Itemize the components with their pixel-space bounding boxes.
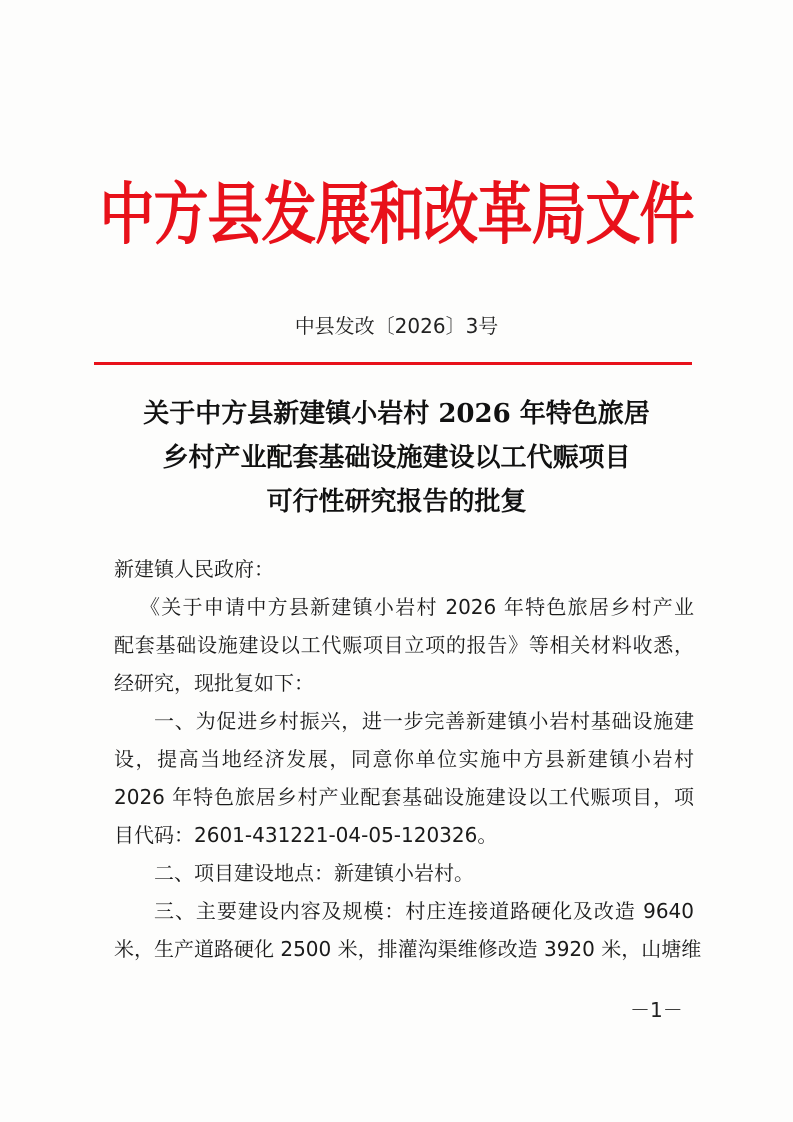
paragraph-3	[114, 854, 694, 892]
issuer-header-title: 中方县发展和改革局文件	[99, 173, 694, 254]
document-number: 中县发改〔2026〕3号	[294, 314, 499, 338]
subject-line-2: 乡村产业配套基础设施建设以工代赈项目	[162, 443, 631, 473]
paragraph-4-line-2: 米，生产道路硬化 2500 米，排灌沟渠维修改造 3920 米，山塘维	[114, 937, 702, 961]
addressee	[114, 550, 694, 588]
paragraph-2-line-2: 设，提高当地经济发展，同意你单位实施中方县新建镇小岩村	[114, 747, 694, 771]
paragraph-4	[114, 892, 702, 968]
paragraph-3-line-1: 二、项目建设地点：新建镇小岩村。	[154, 861, 474, 885]
subject-line-3: 可行性研究报告的批复	[266, 487, 527, 517]
red-separator-line	[94, 362, 692, 365]
paragraph-1-line-2: 配套基础设施建设以工代赈项目立项的报告》等相关材料收悉，	[114, 633, 694, 657]
document-body	[114, 550, 702, 968]
document-subject	[0, 392, 793, 524]
paragraph-1	[114, 588, 694, 702]
paragraph-2-line-4: 目代码：2601-431221-04-05-120326。	[114, 823, 498, 847]
paragraph-4-line-1: 三、主要建设内容及规模：村庄连接道路硬化及改造 9640	[154, 899, 694, 923]
page-number: －1－	[630, 998, 683, 1022]
paragraph-2-line-3: 2026 年特色旅居乡村产业配套基础设施建设以工代赈项目，项	[114, 785, 694, 809]
addressee-text: 新建镇人民政府：	[114, 557, 274, 581]
paragraph-1-line-3: 经研究，现批复如下：	[114, 671, 314, 695]
paragraph-1-line-1: 《关于申请中方县新建镇小岩村 2026 年特色旅居乡村产业	[140, 595, 694, 619]
subject-line-1: 关于中方县新建镇小岩村 2026 年特色旅居	[143, 399, 650, 429]
paragraph-2	[114, 702, 694, 854]
paragraph-2-line-1: 一、为促进乡村振兴，进一步完善新建镇小岩村基础设施建	[154, 709, 694, 733]
